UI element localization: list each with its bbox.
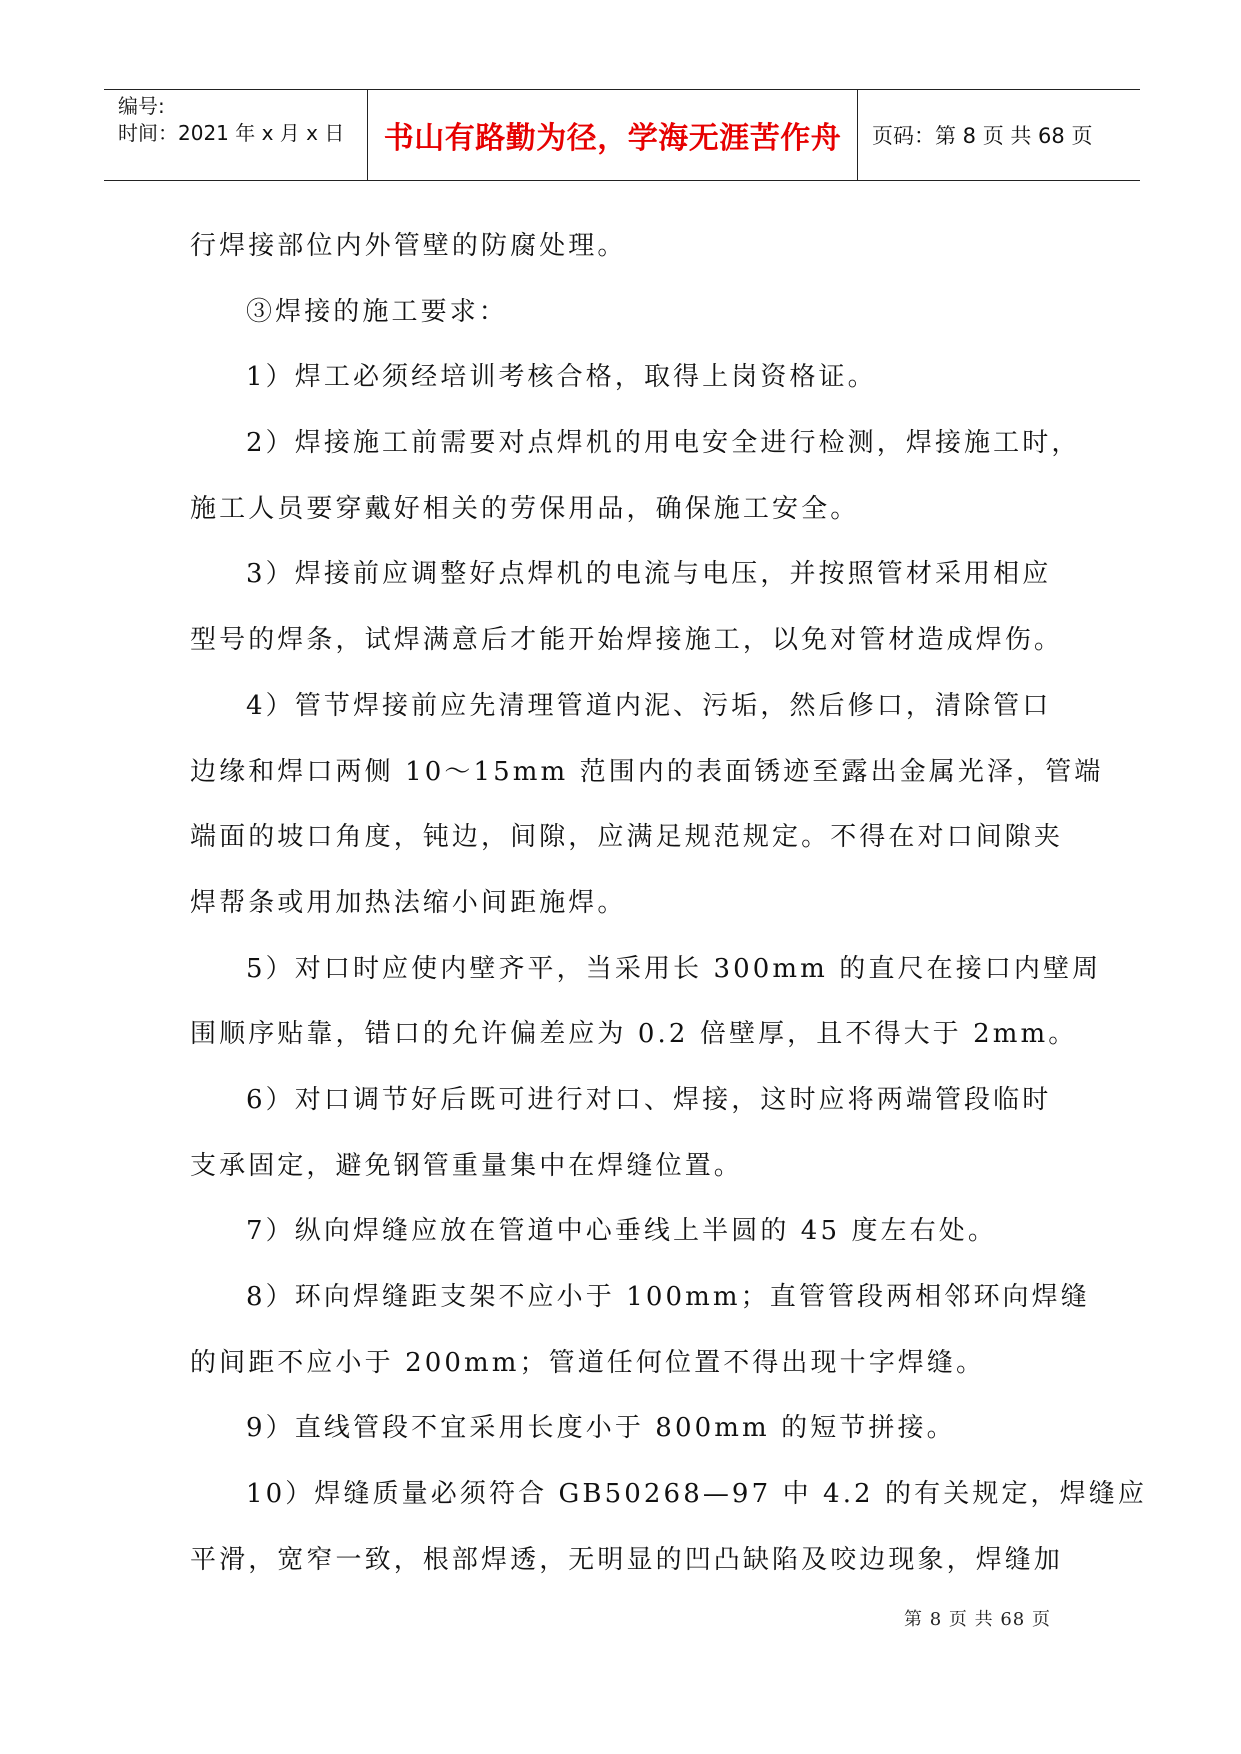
header-page-number: 页码：第 8 页 共 68 页: [872, 124, 1093, 148]
text-line: 平滑，宽窄一致，根部焊透，无明显的凹凸缺陷及咬边现象，焊缝加: [190, 1544, 1064, 1575]
document-number-label: 编号:: [118, 94, 165, 118]
text-line: 4）管节焊接前应先清理管道内泥、污垢，然后修口，清除管口: [246, 690, 1052, 721]
document-body: [190, 214, 1147, 1593]
header-motto: 书山有路勤为径，学海无涯苦作舟: [368, 90, 858, 180]
text-line: 焊帮条或用加热法缩小间距施焊。: [190, 887, 627, 918]
text-line: 9）直线管段不宜采用长度小于 800mm 的短节拼接。: [246, 1413, 956, 1444]
page-footer: 第 8 页 共 68 页: [904, 1609, 1051, 1630]
text-line: 端面的坡口角度，钝边，间隙，应满足规范规定。不得在对口间隙夹: [190, 822, 1064, 853]
header-meta: [104, 90, 368, 180]
text-line: 支承固定，避免钢管重量集中在焊缝位置。: [190, 1150, 743, 1181]
text-line: 围顺序贴靠，错口的允许偏差应为 0.2 倍壁厚，且不得大于 2mm。: [190, 1019, 1078, 1050]
text-line: 行焊接部位内外管壁的防腐处理。: [190, 231, 627, 261]
text-line: 边缘和焊口两侧 10～15mm 范围内的表面锈迹至露出金属光泽，管端: [190, 756, 1104, 787]
text-line: 的间距不应小于 200mm；管道任何位置不得出现十字焊缝。: [190, 1347, 986, 1378]
text-line: 10）焊缝质量必须符合 GB50268—97 中 4.2 的有关规定，焊缝应: [246, 1479, 1147, 1510]
document-time-label: 时间：2021 年 x 月 x 日: [118, 121, 345, 145]
text-line: 施工人员要穿戴好相关的劳保用品，确保施工安全。: [190, 493, 860, 524]
text-line: 7）纵向焊缝应放在管道中心垂线上半圆的 45 度左右处。: [246, 1216, 997, 1247]
text-line: 5）对口时应使内壁齐平，当采用长 300mm 的直尺在接口内壁周: [246, 953, 1102, 984]
text-line: 型号的焊条，试焊满意后才能开始焊接施工，以免对管材造成焊伤。: [190, 625, 1064, 656]
text-line: 2）焊接施工前需要对点焊机的用电安全进行检测，焊接施工时，: [246, 428, 1081, 459]
text-line: 8）环向焊缝距支架不应小于 100mm；直管管段两相邻环向焊缝: [246, 1282, 1090, 1312]
text-line: 1）焊工必须经培训考核合格，取得上岗资格证。: [246, 362, 877, 393]
text-line: 3）焊接前应调整好点焊机的电流与电压，并按照管材采用相应: [246, 559, 1052, 590]
text-line: 6）对口调节好后既可进行对口、焊接，这时应将两端管段临时: [246, 1084, 1052, 1115]
page-header: [104, 89, 1140, 181]
text-line: ③焊接的施工要求：: [246, 296, 508, 327]
